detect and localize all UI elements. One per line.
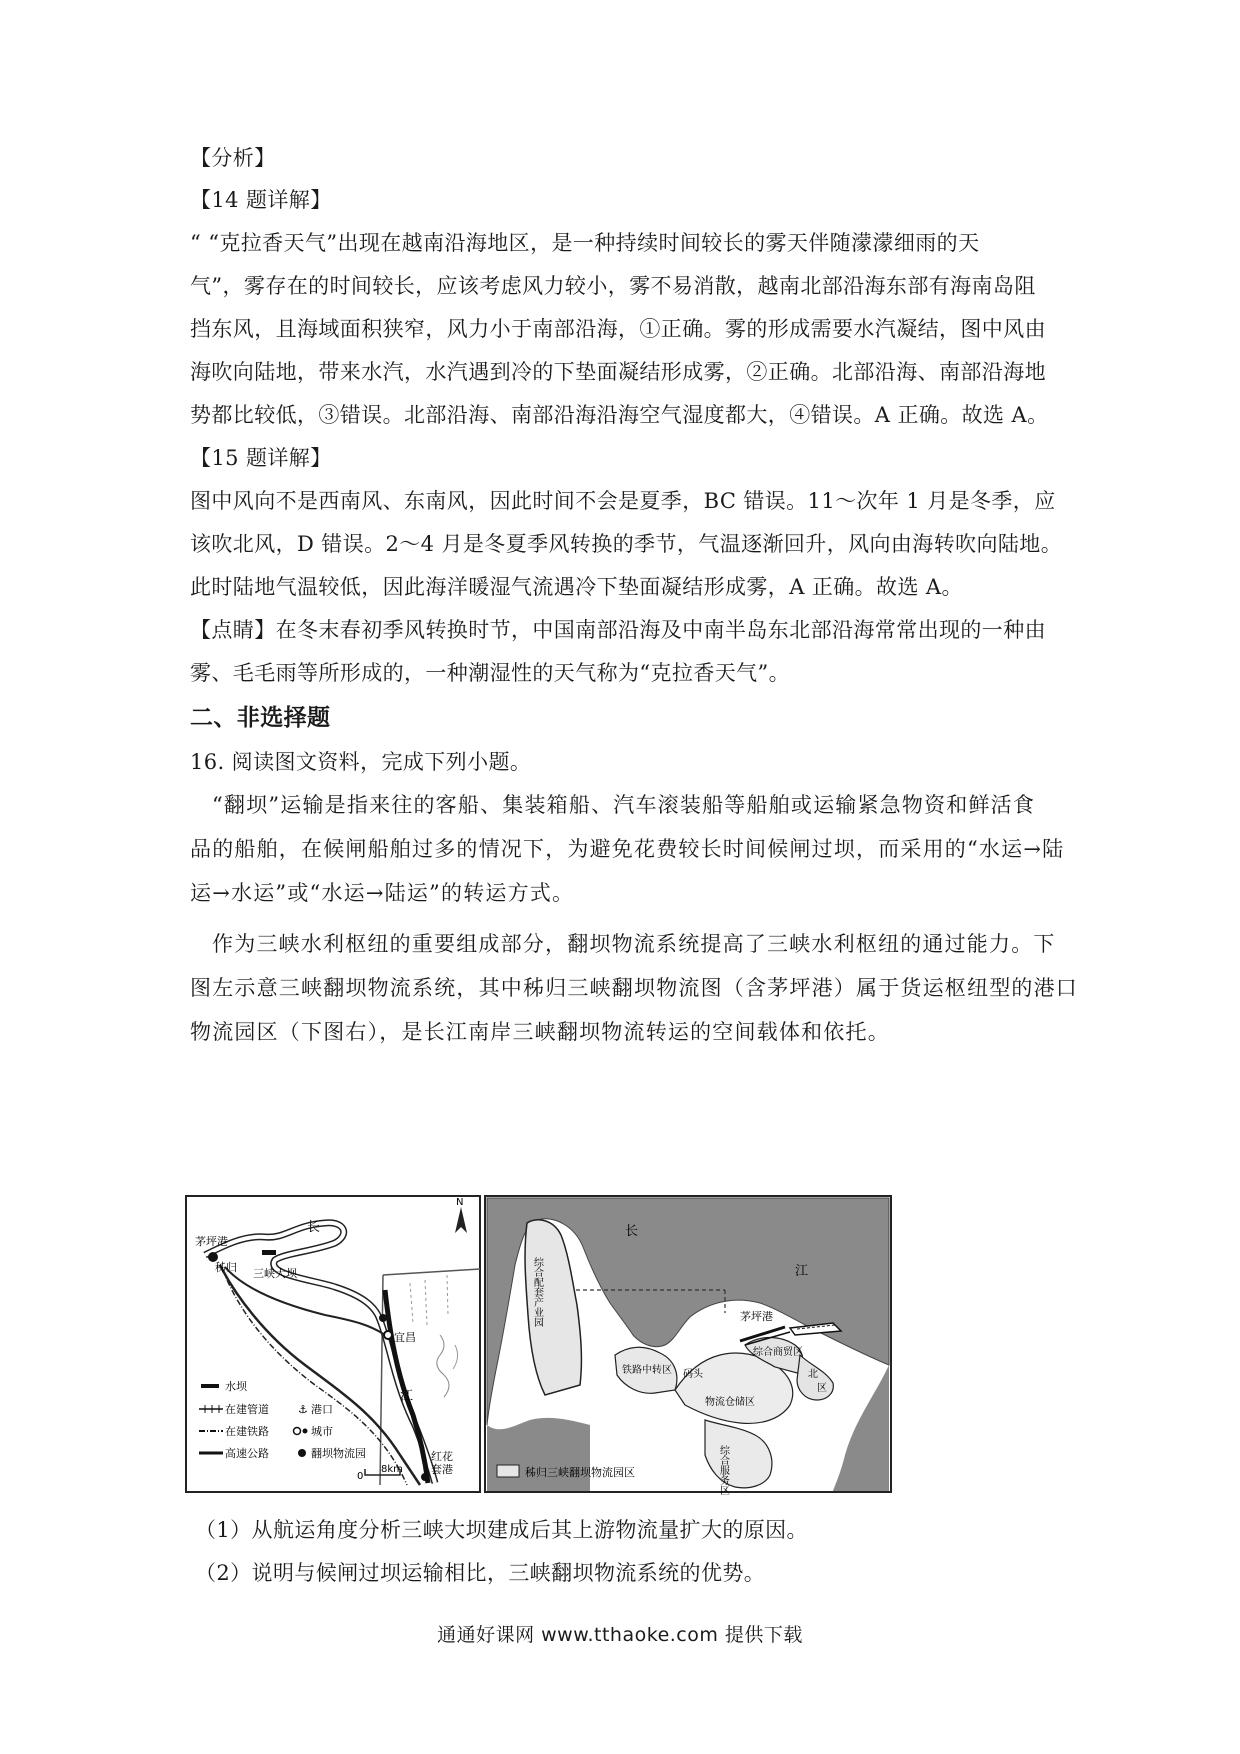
- service-zone-label: 综合服务区: [717, 1445, 729, 1495]
- trade-zone-label: 综合商贸区: [753, 1347, 803, 1358]
- paragraph-line: 图左示意三峡翻坝物流系统，其中秭归三峡翻坝物流图（含茅坪港）属于货运枢纽型的港口: [190, 976, 1078, 1000]
- honghua-port-label: 套港: [431, 1463, 453, 1476]
- page-footer: 通通好课网 www.tthaoke.com 提供下载: [437, 1624, 803, 1646]
- question-16-intro: 16. 阅读图文资料，完成下列小题。: [190, 750, 532, 774]
- legend-pipeline: 在建管道: [225, 1403, 269, 1416]
- tip-line: 雾、毛毛雨等所形成的，一种潮湿性的天气称为“克拉香天气”。: [190, 661, 791, 685]
- q14-label: 【14 题详解】: [190, 188, 332, 212]
- railway-transfer-label: 铁路中转区: [622, 1365, 672, 1376]
- left-map: [186, 1196, 480, 1492]
- maoping-port-area: 茅坪港: [740, 1310, 773, 1323]
- q14-line: 海吹向陆地，带来水汽，水汽遇到冷的下垫面凝结形成雾，②正确。北部沿海、南部沿海地: [190, 360, 1046, 384]
- river-char-jiang: 江: [400, 1389, 414, 1404]
- scale-distance: 8km: [381, 1464, 403, 1475]
- zigui-label: 秭归: [215, 1261, 237, 1274]
- q14-line: 势都比较低，③错误。北部沿海、南部沿海沿海空气湿度都大，④错误。A 正确。故选 A。: [190, 403, 1049, 427]
- scale-zero: 0: [357, 1471, 364, 1482]
- figure-svg: [185, 1195, 895, 1500]
- paragraph-line: 品的船舶，在候闸船舶过多的情况下，为避免花费较长时间候闸过坝，而采用的“水运→陆: [190, 837, 1065, 861]
- yichang-label: 宜昌: [394, 1331, 416, 1344]
- figure-maps: [185, 1195, 895, 1500]
- legend-dam: 水坝: [225, 1380, 247, 1393]
- honghua-label: 红花: [431, 1450, 453, 1463]
- q15-line: 此时陆地气温较低，因此海洋暖湿气流遇冷下垫面凝结形成雾，A 正确。故选 A。: [190, 575, 963, 599]
- right-legend-label: 秭归三峡翻坝物流园区: [525, 1466, 635, 1479]
- paragraph-line: 运→水运”或“水运→陆运”的转运方式。: [190, 881, 575, 905]
- q14-line: 气”，雾存在的时间较长，应该考虑风力较小，雾不易消散，越南北部沿海东部有海南岛阻: [190, 274, 1036, 298]
- river-char-jiang-right: 江: [795, 1264, 809, 1279]
- section-heading: 二、非选择题: [190, 705, 331, 731]
- maoping-port-label: 茅坪港: [195, 1235, 228, 1248]
- q15-label: 【15 题详解】: [190, 446, 332, 470]
- north-label: N: [456, 1197, 464, 1208]
- legend-park: 翻坝物流园: [311, 1447, 366, 1460]
- right-map: [485, 1196, 891, 1495]
- legend-port: 港口: [311, 1403, 333, 1416]
- river-char-chang: 长: [307, 1220, 321, 1235]
- river-char-chang-right: 长: [625, 1224, 639, 1239]
- paragraph-line: 物流园区（下图右），是长江南岸三峡翻坝物流转运的空间载体和依托。: [190, 1020, 890, 1044]
- paragraph-line: “翻坝”运输是指来往的客船、集装箱船、汽车滚装船等船舶或运输紧急物资和鲜活食: [212, 793, 1036, 817]
- paragraph-line: 作为三峡水利枢纽的重要组成部分，翻坝物流系统提高了三峡水利枢纽的通过能力。下: [212, 932, 1056, 956]
- legend-railway: 在建铁路: [225, 1425, 269, 1438]
- q15-line: 该吹北风，D 错误。2～4 月是冬夏季风转换的季节，气温逐渐回升，风向由海转吹向陆地。: [190, 532, 1063, 556]
- side-char-qu: 区: [817, 1383, 827, 1394]
- legend-highway: 高速公路: [225, 1447, 269, 1460]
- dock-label: 码头: [683, 1369, 703, 1380]
- tip-line: 【点睛】在冬末春初季风转换时节，中国南部沿海及中南半岛东北部沿海常常出现的一种由: [190, 618, 1046, 642]
- legend-city: 城市: [311, 1425, 333, 1438]
- question-1: （1）从航运角度分析三峡大坝建成后其上游物流量扩大的原因。: [195, 1518, 808, 1542]
- analysis-label: 【分析】: [190, 146, 276, 170]
- q14-line: 挡东风，且海域面积狭窄，风力小于南部沿海，①正确。雾的形成需要水汽凝结，图中风由: [190, 317, 1046, 341]
- dam-label: 三峡大坝: [253, 1267, 297, 1280]
- q14-line: “ “克拉香天气”出现在越南沿海地区，是一种持续时间较长的雾天伴随濛濛细雨的天: [190, 231, 980, 255]
- comprehensive-park-label: 综合配套产业园: [531, 1257, 543, 1327]
- port-icon: ⚓: [298, 1403, 308, 1416]
- side-char-bei: 北: [808, 1369, 818, 1380]
- question-2: （2）说明与候闸过坝运输相比，三峡翻坝物流系统的优势。: [195, 1561, 766, 1585]
- q15-line: 图中风向不是西南风、东南风，因此时间不会是夏季，BC 错误。11～次年 1 月是冬季，应: [190, 489, 1056, 513]
- storage-zone-label: 物流仓储区: [705, 1397, 755, 1408]
